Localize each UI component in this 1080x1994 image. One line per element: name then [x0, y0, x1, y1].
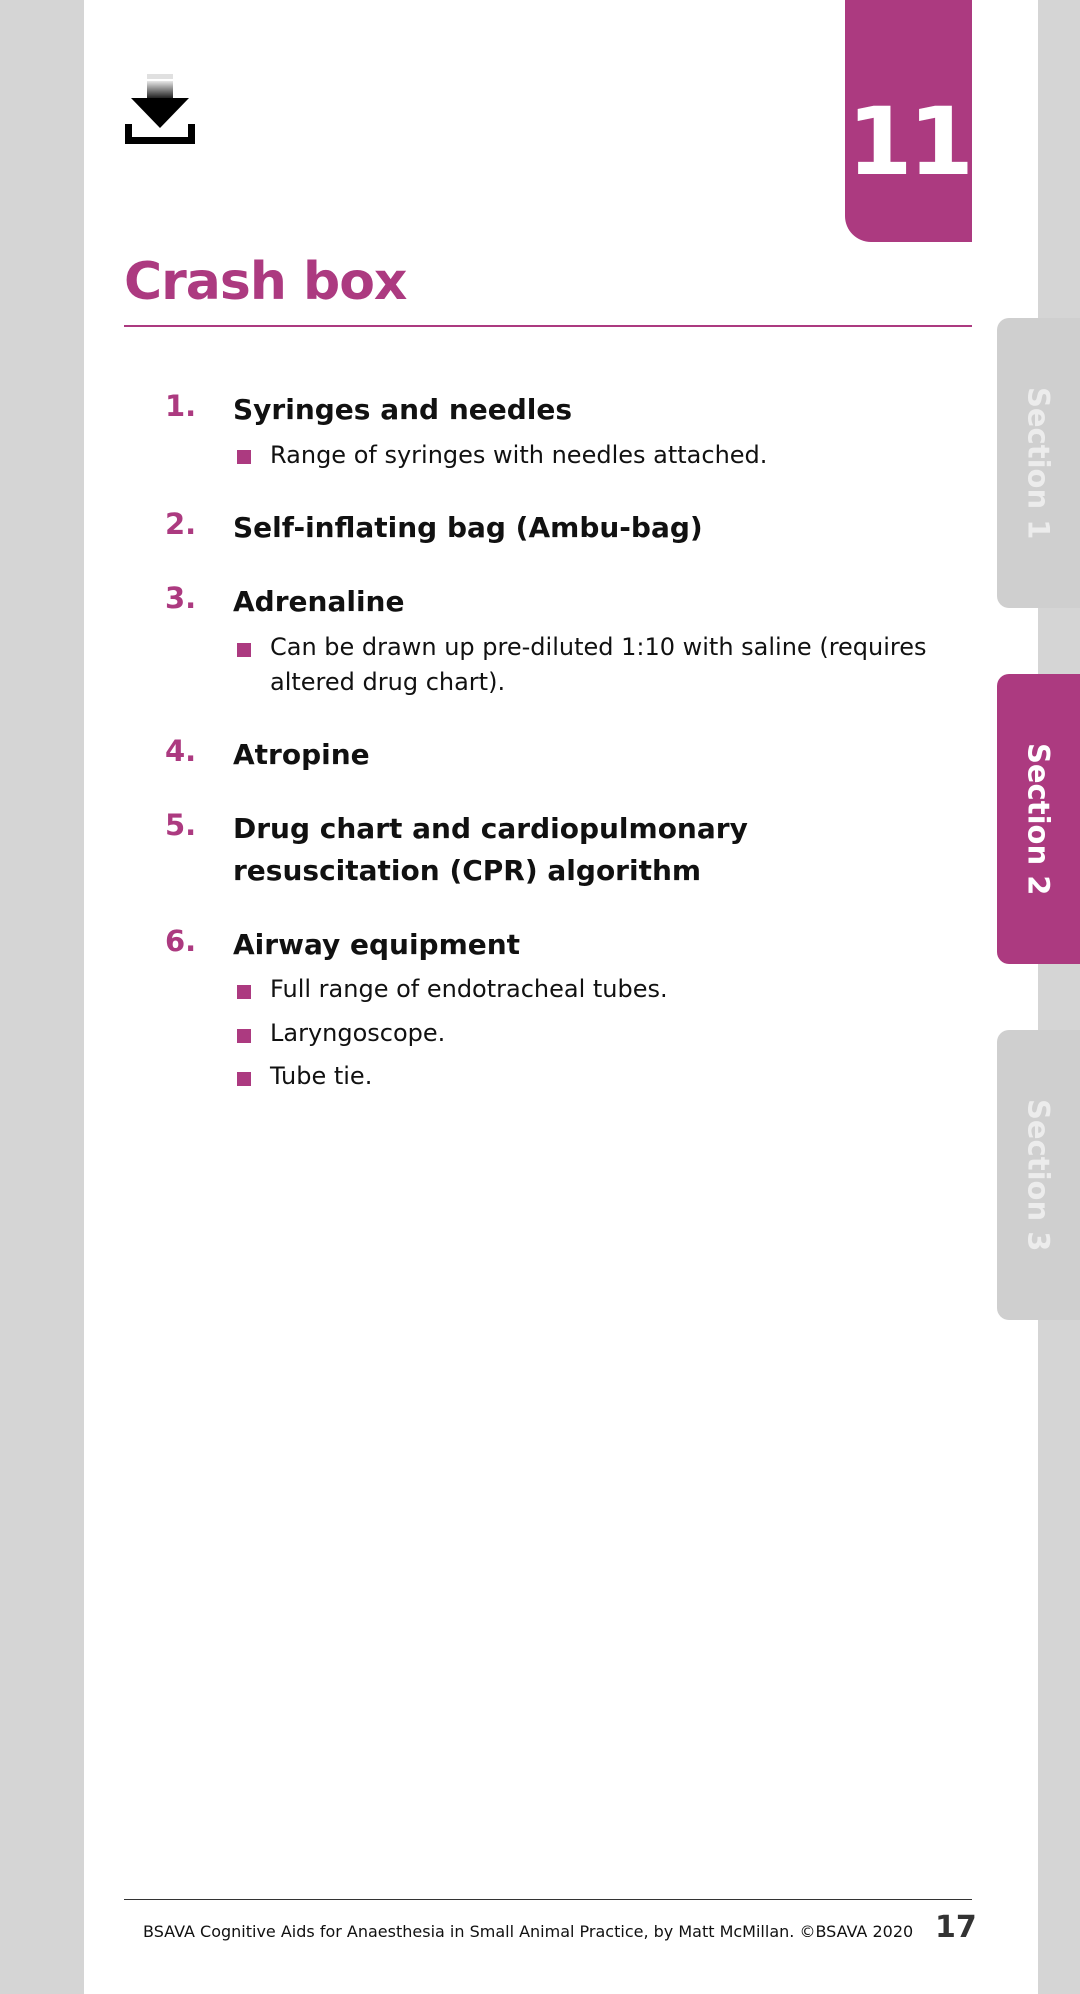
tab-section-3[interactable] — [997, 1030, 1080, 1320]
bullet-marker — [237, 450, 251, 464]
bullet-text: Can be drawn up pre-diluted 1:10 with saline (requires altered drug chart). — [270, 633, 927, 696]
tab-section-3-label: Section 3 — [1021, 1098, 1056, 1252]
footer-divider — [124, 1899, 972, 1900]
bullet-marker — [237, 1072, 251, 1086]
chapter-number: 11 — [847, 87, 970, 197]
item-heading: Atropine — [233, 738, 370, 771]
bullet-marker — [237, 643, 251, 657]
item-heading: Syringes and needles — [233, 393, 573, 426]
tab-section-2[interactable] — [997, 674, 1080, 964]
page-number: 17 — [935, 1910, 977, 1945]
item-heading: Drug chart and cardiopulmonary resuscitation (CPR) algorithm — [233, 812, 748, 887]
bullet-marker — [237, 985, 251, 999]
tab-section-1-label: Section 1 — [1021, 386, 1056, 540]
download-icon[interactable] — [125, 74, 195, 144]
title-divider — [124, 325, 972, 327]
page-title: Crash box — [124, 252, 407, 312]
item-number: 2. — [165, 507, 197, 541]
bullet-text: Full range of endotracheal tubes. — [270, 975, 668, 1003]
tab-section-2-label: Section 2 — [1021, 742, 1056, 896]
item-heading: Adrenaline — [233, 585, 405, 618]
item-heading: Airway equipment — [233, 928, 521, 961]
item-number: 4. — [165, 734, 197, 768]
footer-citation: BSAVA Cognitive Aids for Anaesthesia in Small Animal Practice, by Matt McMillan. ©BSAVA 2020 — [143, 1922, 914, 1941]
item-number: 3. — [165, 581, 197, 615]
bullet-text: Tube tie. — [270, 1062, 373, 1090]
item-number: 6. — [165, 924, 197, 958]
bullet-text: Range of syringes with needles attached. — [270, 441, 768, 469]
item-number: 5. — [165, 808, 197, 842]
tab-section-1[interactable] — [997, 318, 1080, 608]
bullet-text: Laryngoscope. — [270, 1019, 446, 1047]
chapter-number-tab — [845, 0, 972, 242]
bullet-marker — [237, 1029, 251, 1043]
item-heading: Self-inflating bag (Ambu-bag) — [233, 511, 703, 544]
item-number: 1. — [165, 389, 197, 423]
